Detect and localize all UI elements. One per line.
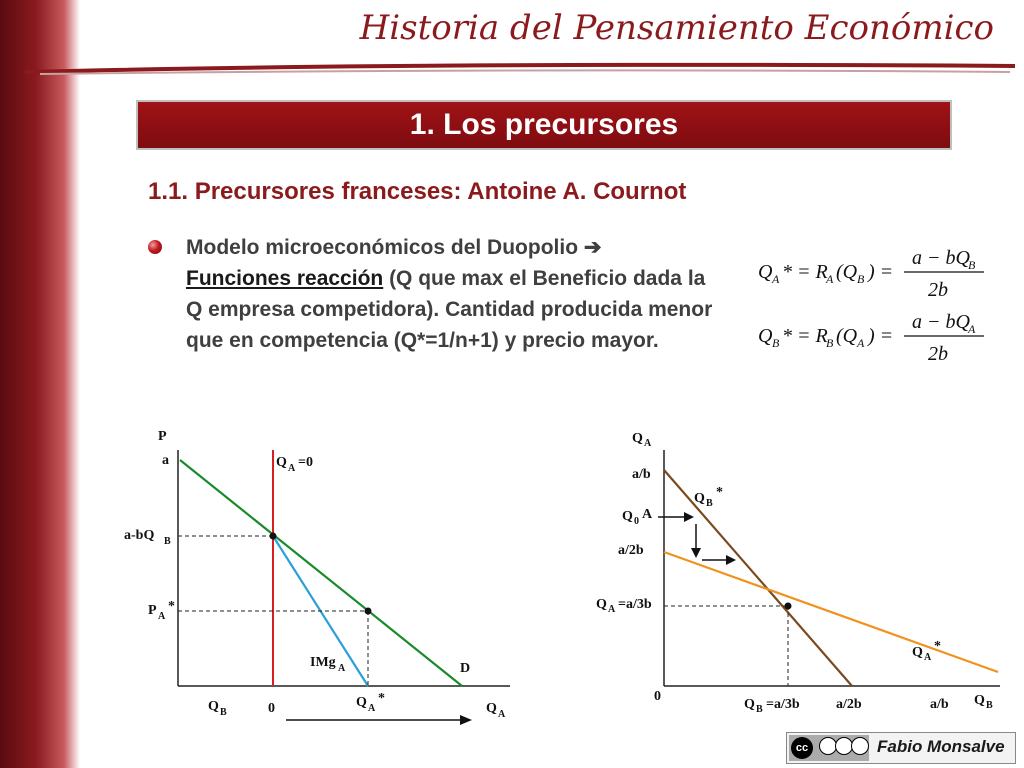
left-tick-pa: P [148,603,157,618]
f1-lhs: Q [758,261,773,283]
right-y-axis-sub: A [644,438,652,449]
qastar-star: * [378,691,385,706]
f2-mid-sub: B [826,336,834,350]
xt-a2b: a/2b [836,697,862,712]
left-qb-sub: B [220,707,227,718]
section-banner: 1. Los precursores [136,100,952,150]
right-tick-ab: a/b [632,467,651,482]
xt-ab: a/b [930,697,949,712]
shift-arrow-head [460,715,472,725]
f2-arg: (Q [836,325,858,347]
header-rule [20,60,1020,78]
decorative-sidebar [0,0,80,768]
qa-reaction-curve [664,552,998,672]
bullet-text-intro: Modelo microeconómicos del Duopolio [186,236,579,259]
f2-arg-sub: A [857,336,865,350]
img-sub: A [338,663,346,674]
kink-point [270,533,277,540]
demand-label: D [460,661,471,676]
right-tick-qa3: Q [596,597,607,612]
xt-qb3-rest: =a/3b [766,697,800,712]
reaction-diagram [560,410,1020,730]
right-y-axis-label: Q [632,431,643,446]
qa-zero-label: Q [276,455,287,470]
right-x-axis-label: Q [974,693,985,708]
optimum-point [365,608,372,615]
right-tick-qa3-rest: =a/3b [618,597,652,612]
subsection-title: 1.1. Precursores franceses: Antoine A. Cournot [148,178,687,205]
cournot-equilibrium-point [785,603,792,610]
bullet-icon [148,240,162,254]
left-tick-pa-sub: A [158,611,166,622]
left-origin-zero: 0 [268,701,275,716]
q0a-label: Q [622,509,633,524]
right-tick-a2b: a/2b [618,543,644,558]
f2-lhs: Q [758,325,773,347]
f1-num: a − bQ [912,247,970,269]
reaction-formulas [752,236,1012,376]
f1-lhs-sub: A [772,272,780,286]
f1-mid-sub: A [826,272,834,286]
q0a-rest: A [642,507,653,522]
f2-num: a − bQ [912,311,970,333]
f2-den: 2b [928,343,948,365]
bullet-text [186,232,726,356]
left-tick-a: a [162,453,169,468]
license-badge [786,732,1016,764]
qastar-sub: A [368,703,376,714]
f2-close: ) = [868,325,894,347]
right-tick-qa3-sub: A [608,604,616,615]
cc-license-icon [789,735,869,761]
f2-mid: * = R [782,325,828,347]
qastar-label: Q [356,695,367,710]
author-name: Fabio Monsalve [877,737,1005,756]
f1-close: ) = [868,261,894,283]
demand-curve [180,460,462,686]
qb-reaction-curve [664,470,852,686]
xt-qb3-label: Q [744,697,755,712]
left-y-axis-label: P [158,429,167,444]
header-title: Historia del Pensamiento Económico [359,8,994,48]
qastar-right-label: Q [912,645,923,660]
right-x-axis-sub: B [986,700,993,711]
left-tick-abqb-sub: B [164,536,171,547]
sa-icon [851,737,869,755]
bullet-text-rest: (Q que max el Beneficio dada la Q empresa competidora). Cantidad producida menor que en competencia (Q*=1/n+1) y precio mayor. [186,267,713,352]
qastar-right-star: * [934,639,941,654]
f1-mid: * = R [782,261,828,283]
monopoly-diagram [110,410,540,730]
left-x-axis-label: Q [486,701,497,716]
left-tick-abqb: a-bQ [124,528,155,543]
left-qb-label: Q [208,699,219,714]
left-x-axis-sub: A [498,709,506,720]
f2-lhs-sub: B [772,336,780,350]
qa-zero-sub: A [288,463,296,474]
f2-num-sub: A [968,322,976,336]
qbstar-label: Q [694,491,705,506]
qbstar-star: * [716,485,723,500]
xt-qb3-sub: B [756,704,763,715]
right-origin-zero: 0 [654,689,661,704]
img-label: IMg [310,655,336,670]
f1-arg: (Q [836,261,858,283]
arrow-icon: ➔ [583,236,602,259]
left-tick-pa-star: * [168,599,175,614]
qa-zero-rest: =0 [298,455,313,470]
reaction-functions-term: Funciones reacción [186,267,384,290]
qbstar-sub: B [706,498,713,509]
f1-num-sub: B [968,258,976,272]
cc-icon: cc [791,737,813,759]
f1-den: 2b [928,279,948,301]
right-arrow-head [726,555,736,565]
down-arrow-head [691,548,701,558]
q0a-arrow-head [684,512,694,522]
qastar-right-sub: A [924,652,932,663]
q0a-sub: 0 [634,516,639,527]
f1-arg-sub: B [857,272,865,286]
